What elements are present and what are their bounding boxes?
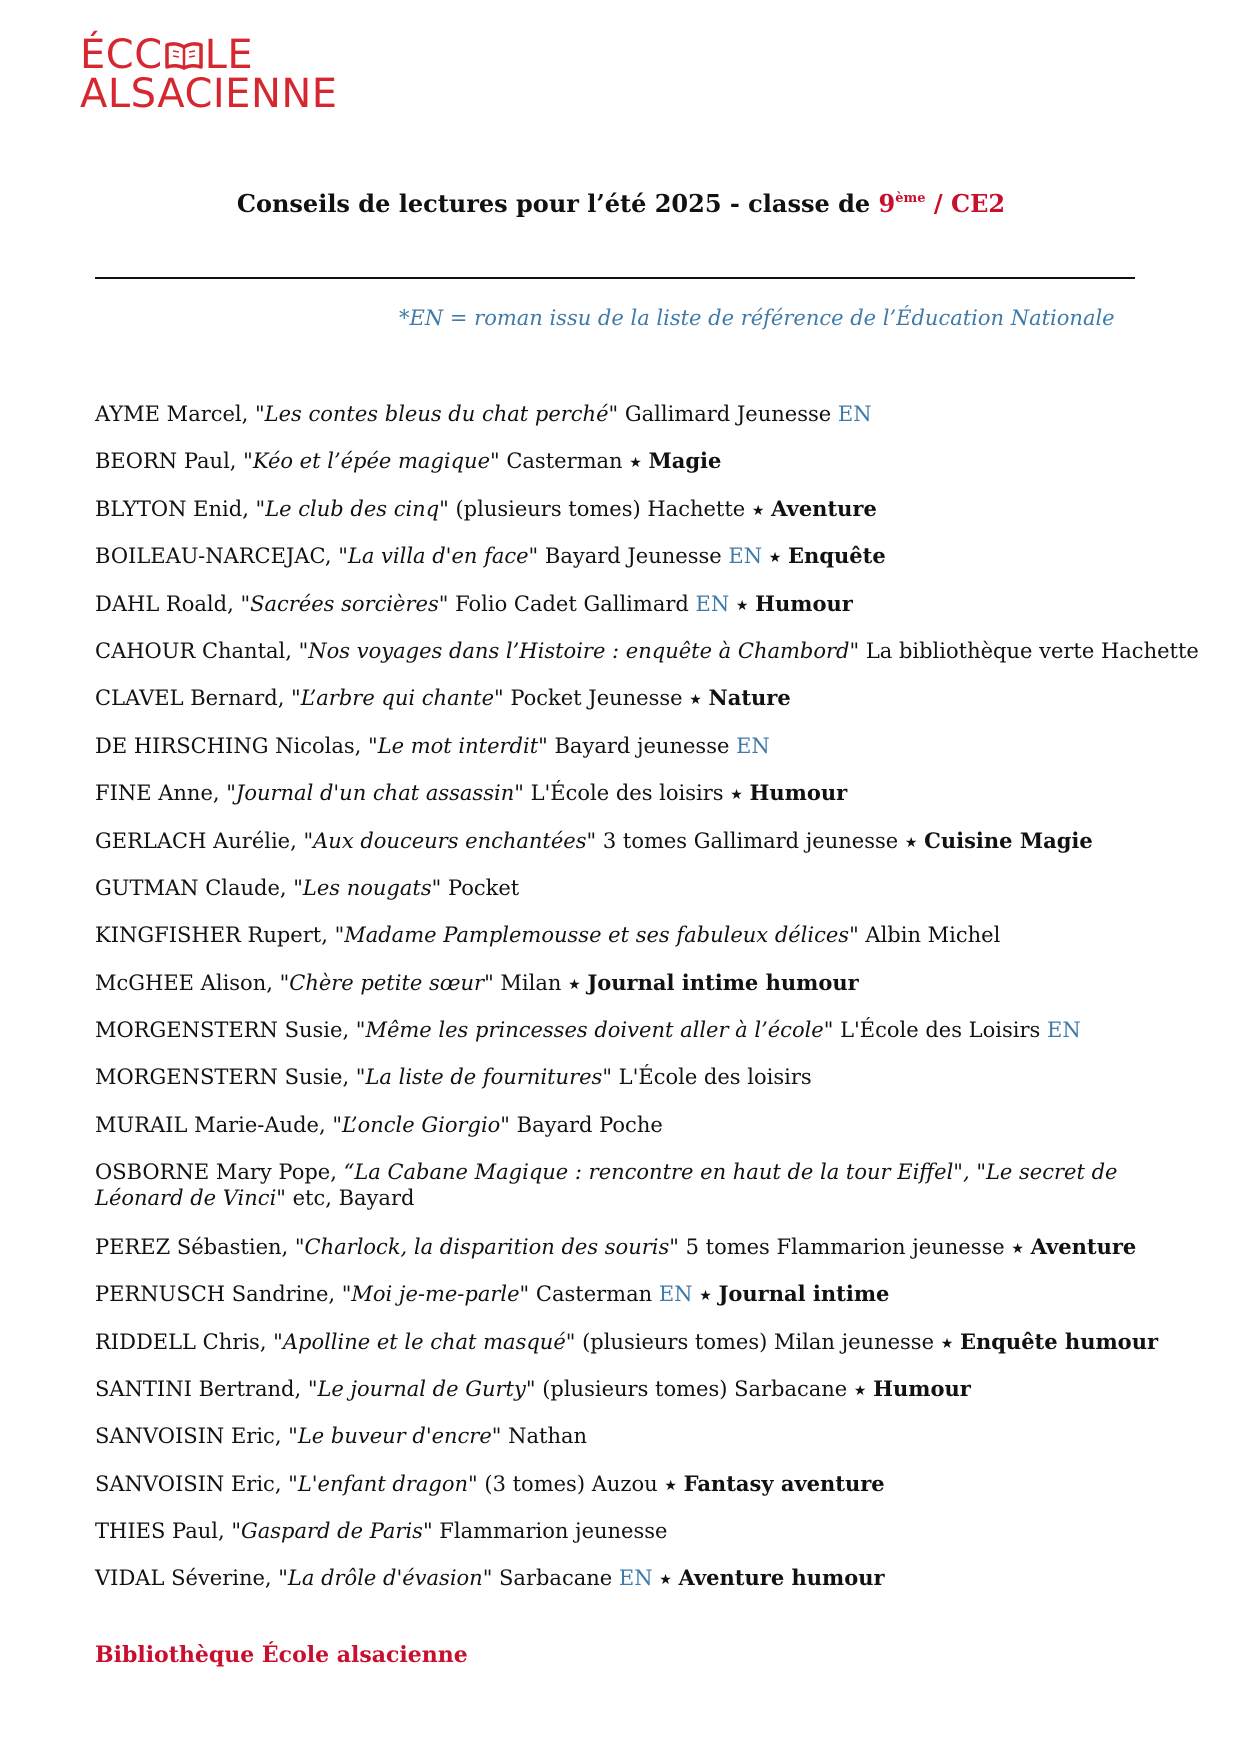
book-author: GERLACH Aurélie <box>95 828 291 853</box>
en-marker: EN <box>728 544 763 569</box>
book-author: MORGENSTERN Susie <box>95 1065 343 1090</box>
book-genre: Nature <box>708 685 791 711</box>
book-publisher: Bayard Poche <box>509 1112 663 1137</box>
book-author: VIDAL Séverine <box>95 1566 265 1591</box>
book-title: "Même les princesses doivent aller à l’école" <box>355 1018 834 1043</box>
book-entry: RIDDELL Chris, "Apolline et le chat masqué" (plusieurs tomes) Milan jeunesse ★ Enquête humour <box>95 1328 1159 1354</box>
book-publisher: Pocket <box>441 875 520 900</box>
book-entry: BOILEAU-NARCEJAC, "La villa d'en face" Bayard Jeunesse EN ★ Enquête <box>95 543 886 569</box>
book-entry: MORGENSTERN Susie, "La liste de fournitures" L'École des loisirs <box>95 1065 812 1090</box>
book-entry: GUTMAN Claude, "Les nougats" Pocket <box>95 875 520 900</box>
book-publisher: 3 tomes Gallimard jeunesse <box>596 828 899 853</box>
book-entry: THIES Paul, "Gaspard de Paris" Flammarion jeunesse <box>95 1519 668 1544</box>
logo-line-2: ALSACIENNE <box>80 71 338 117</box>
book-publisher: L'École des loisirs <box>611 1065 812 1090</box>
title-grade <box>879 189 1006 218</box>
book-publisher: Bayard jeunesse <box>547 733 730 758</box>
book-title: "Gaspard de Paris" <box>231 1519 433 1544</box>
book-publisher: (plusieurs tomes) Sarbacane <box>535 1376 848 1401</box>
en-marker: EN <box>695 591 730 616</box>
book-title: "La drôle d'évasion" <box>278 1566 493 1591</box>
book-title: "Le journal de Gurty" <box>307 1376 536 1401</box>
book-author: KINGFISHER Rupert <box>95 923 322 948</box>
book-title: "Madame Pamplemousse et ses fabuleux délices" <box>334 923 859 948</box>
book-entry: MURAIL Marie-Aude, "L’oncle Giorgio" Bayard Poche <box>95 1112 663 1137</box>
book-publisher: Folio Cadet Gallimard <box>448 591 689 616</box>
book-author: BLYTON Enid <box>95 496 243 521</box>
book-title: "L’oncle Giorgio" <box>332 1112 510 1137</box>
book-entry: CLAVEL Bernard, "L’arbre qui chante" Pocket Jeunesse ★ Nature <box>95 685 791 711</box>
book-genre: Humour <box>755 590 853 616</box>
star-icon: ★ <box>659 1572 672 1589</box>
book-author: SANVOISIN Eric <box>95 1424 275 1449</box>
book-entry: CAHOUR Chantal, "Nos voyages dans l’Histoire : enquête à Chambord" La bibliothèque verte Hachette <box>95 638 1199 663</box>
book-author: PERNUSCH Sandrine <box>95 1282 329 1307</box>
book-publisher: Pocket Jeunesse <box>503 686 683 711</box>
book-author: MORGENSTERN Susie <box>95 1018 343 1043</box>
book-entry: PERNUSCH Sandrine, "Moi je-me-parle" Casterman EN ★ Journal intime <box>95 1281 890 1307</box>
book-genre: Humour <box>873 1375 971 1401</box>
star-icon: ★ <box>689 692 702 709</box>
book-entry: SANVOISIN Eric, "Le buveur d'encre" Nathan <box>95 1424 588 1449</box>
book-author: SANTINI Bertrand <box>95 1376 295 1401</box>
book-title: "Le buveur d'encre" <box>288 1424 502 1449</box>
title-divider <box>95 277 1135 279</box>
en-marker: EN <box>658 1282 693 1307</box>
book-entry: BEORN Paul, "Kéo et l’épée magique" Casterman ★ Magie <box>95 448 722 474</box>
book-entry: SANVOISIN Eric, "L'enfant dragon" (3 tomes) Auzou ★ Fantasy aventure <box>95 1470 885 1496</box>
book-title: "Le mot interdit" <box>368 733 548 758</box>
book-entry: FINE Anne, "Journal d'un chat assassin" L'École des loisirs ★ Humour <box>95 780 848 806</box>
star-icon: ★ <box>768 550 782 567</box>
book-title: "L’arbre qui chante" <box>291 686 504 711</box>
book-title: "La villa d'en face" <box>338 544 539 569</box>
star-icon: ★ <box>904 834 918 851</box>
book-title: "Apolline et le chat masqué" <box>273 1329 576 1354</box>
book-author: DAHL Roald <box>95 591 228 616</box>
book-genre: Magie <box>648 448 722 474</box>
book-genre: Enquête humour <box>959 1328 1159 1354</box>
page-title <box>0 189 1242 218</box>
book-author: GUTMAN Claude <box>95 875 280 900</box>
book-entry: BLYTON Enid, "Le club des cinq" (plusieurs tomes) Hachette ★ Aventure <box>95 495 877 521</box>
book-entry: DAHL Roald, "Sacrées sorcières" Folio Cadet Gallimard EN ★ Humour <box>95 590 853 616</box>
book-entry: KINGFISHER Rupert, "Madame Pamplemousse et ses fabuleux délices" Albin Michel <box>95 923 1001 948</box>
en-marker: EN <box>736 733 770 758</box>
logo-line-1 <box>80 32 338 78</box>
book-entry: DE HIRSCHING Nicolas, "Le mot interdit" Bayard jeunesse EN <box>95 733 770 758</box>
book-title: “La Cabane Magique : rencontre en haut de la tour Eiffel", "Le secret de Léonard de Vinci" <box>95 1160 1118 1211</box>
book-publisher: La bibliothèque verte Hachette <box>859 638 1199 663</box>
book-entry: MORGENSTERN Susie, "Même les princesses doivent aller à l’école" L'École des Loisirs EN <box>95 1018 1081 1043</box>
book-publisher: etc, Bayard <box>285 1186 415 1211</box>
book-author: THIES Paul <box>95 1519 218 1544</box>
book-author: AYME Marcel <box>95 402 242 426</box>
book-entry: AYME Marcel, "Les contes bleus du chat perché" Gallimard Jeunesse EN <box>95 402 872 426</box>
logo-text-1b: LE <box>204 32 254 78</box>
book-genre: Fantasy aventure <box>683 1470 885 1496</box>
book-publisher: Flammarion jeunesse <box>432 1519 668 1544</box>
book-publisher: Bayard Jeunesse <box>538 544 722 569</box>
en-marker: EN <box>1046 1018 1081 1043</box>
book-title: "Aux douceurs enchantées" <box>303 828 597 853</box>
book-title: "Chère petite sœur" <box>279 970 494 995</box>
book-genre: Journal intime humour <box>587 969 859 995</box>
book-entry: GERLACH Aurélie, "Aux douceurs enchantées" 3 tomes Gallimard jeunesse ★ Cuisine Magie <box>95 827 1093 853</box>
book-genre: Cuisine Magie <box>924 827 1093 853</box>
book-author: RIDDELL Chris <box>95 1329 260 1354</box>
book-author: OSBORNE Mary Pope <box>95 1160 331 1185</box>
star-icon: ★ <box>664 1477 677 1494</box>
book-entry: McGHEE Alison, "Chère petite sœur" Milan ★ Journal intime humour <box>95 969 859 995</box>
book-publisher: L'École des loisirs <box>523 781 724 806</box>
title-main: Conseils de lectures pour l’été 2025 - classe de <box>236 189 879 218</box>
title-grade-sup: ème <box>895 191 926 206</box>
book-list <box>95 401 1199 1613</box>
book-publisher: Nathan <box>501 1424 588 1449</box>
star-icon: ★ <box>629 455 642 472</box>
title-grade-number: 9 <box>878 189 896 218</box>
book-author: CLAVEL Bernard <box>95 686 278 711</box>
footer-signature: Bibliothèque École alsacienne <box>95 1642 468 1668</box>
book-genre: Aventure <box>771 495 877 521</box>
book-entry: VIDAL Séverine, "La drôle d'évasion" Sarbacane EN ★ Aventure humour <box>95 1565 885 1591</box>
en-marker: EN <box>618 1566 653 1591</box>
en-marker: EN <box>837 402 872 426</box>
book-genre: Enquête <box>788 543 886 569</box>
title-grade-rest: / CE2 <box>925 189 1006 218</box>
book-title: "Les nougats" <box>293 875 442 900</box>
book-author: DE HIRSCHING Nicolas <box>95 733 355 758</box>
star-icon: ★ <box>735 597 749 614</box>
book-publisher: Casterman <box>529 1282 653 1307</box>
book-publisher: Casterman <box>499 449 623 474</box>
book-author: PEREZ Sébastien <box>95 1234 282 1259</box>
book-author: McGHEE Alison <box>95 970 267 995</box>
book-title: "Moi je-me-parle" <box>341 1282 530 1307</box>
en-legend-note: *EN = roman issu de la liste de référence de l’Éducation Nationale <box>399 306 1115 330</box>
book-genre: Aventure humour <box>678 1565 885 1591</box>
book-title: "Le club des cinq" <box>255 496 449 521</box>
book-title: "L'enfant dragon" <box>288 1471 478 1496</box>
book-publisher: Albin Michel <box>858 923 1001 948</box>
book-title: "Journal d'un chat assassin" <box>226 781 524 806</box>
book-publisher: L'École des Loisirs <box>833 1018 1041 1043</box>
book-author: SANVOISIN Eric <box>95 1471 275 1496</box>
logo-text-1a: ÉCC <box>80 32 163 78</box>
book-genre: Aventure <box>1030 1233 1137 1259</box>
book-publisher: (3 tomes) Auzou <box>477 1471 658 1496</box>
book-entry: OSBORNE Mary Pope, “La Cabane Magique : rencontre en haut de la tour Eiffel", "Le secret de Léonard de Vinci" etc, Bayard <box>95 1160 1118 1211</box>
book-title: "Sacrées sorcières" <box>240 591 449 616</box>
star-icon: ★ <box>730 787 743 804</box>
book-entry: PEREZ Sébastien, "Charlock, la disparition des souris" 5 tomes Flammarion jeunesse ★ Aventure <box>95 1233 1137 1259</box>
book-author: BEORN Paul <box>95 449 230 474</box>
star-icon: ★ <box>568 976 581 993</box>
star-icon: ★ <box>751 502 765 519</box>
book-title: "Les contes bleus du chat perché" <box>255 402 619 426</box>
book-title: "Charlock, la disparition des souris" <box>294 1234 679 1259</box>
star-icon: ★ <box>940 1335 954 1352</box>
book-publisher: Milan <box>493 970 562 995</box>
book-title: "Kéo et l’épée magique" <box>243 449 500 474</box>
book-publisher: (plusieurs tomes) Milan jeunesse <box>575 1329 935 1354</box>
book-title: "La liste de fournitures" <box>355 1065 612 1090</box>
book-author: CAHOUR Chantal <box>95 638 286 663</box>
book-author: FINE Anne <box>95 781 213 806</box>
open-book-icon <box>164 41 204 71</box>
book-publisher: (plusieurs tomes) Hachette <box>448 496 746 521</box>
school-logo <box>80 32 338 117</box>
book-publisher: 5 tomes Flammarion jeunesse <box>678 1234 1005 1259</box>
book-entry: SANTINI Bertrand, "Le journal de Gurty" (plusieurs tomes) Sarbacane ★ Humour <box>95 1375 971 1401</box>
star-icon: ★ <box>1011 1240 1024 1257</box>
book-genre: Journal intime <box>718 1281 890 1307</box>
star-icon: ★ <box>699 1288 712 1305</box>
book-title: "Nos voyages dans l’Histoire : enquête à Chambord" <box>298 638 860 663</box>
book-publisher: Gallimard Jeunesse <box>618 402 832 426</box>
book-publisher: Sarbacane <box>492 1566 613 1591</box>
book-author: MURAIL Marie-Aude <box>95 1112 319 1137</box>
book-author: BOILEAU-NARCEJAC <box>95 544 325 569</box>
star-icon: ★ <box>853 1382 867 1399</box>
book-genre: Humour <box>749 780 848 806</box>
